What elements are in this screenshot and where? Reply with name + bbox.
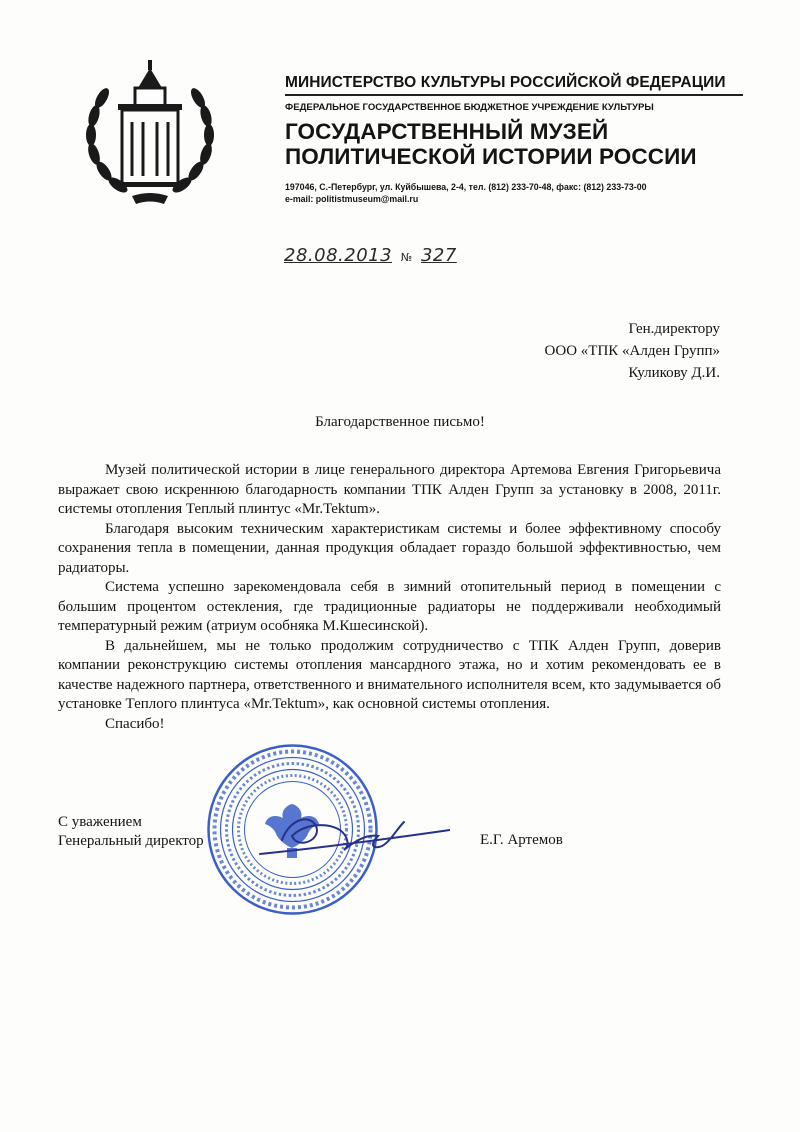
document-reference	[284, 245, 457, 266]
recipient-block	[545, 318, 720, 384]
paragraph: Благодаря высоким техническим характеристикам системы и более эффективному способу сохранения тепла в помещении, данная продукция обладает гораздо большой эффективностью, чем радиаторы.	[58, 520, 721, 576]
recipient-position: Ген.директору	[628, 321, 720, 337]
closing-regards: С уважением	[58, 814, 142, 830]
museum-address: 197046, С.-Петербург, ул. Куйбышева, 2-4, тел. (812) 233-70-48, факс: (812) 233-73-00	[285, 182, 647, 192]
museum-emblem-icon	[80, 58, 220, 208]
document-number: 327	[420, 245, 457, 266]
recipient-name: Куликову Д.И.	[628, 365, 720, 381]
recipient-company: ООО «ТПК «Алден Групп»	[544, 343, 720, 359]
paragraph: Музей политической истории в лице генерального директора Артемова Евгения Григорьевича выражает свою искреннюю благодарность компании ТПК Алден Групп за установку в 2008, 2011г. системы отопления Теплый плинтус «Mr.Tektum».	[58, 462, 721, 517]
letter-title: Благодарственное письмо!	[315, 414, 485, 430]
museum-name-line2: ПОЛИТИЧЕСКОЙ ИСТОРИИ РОССИИ	[285, 144, 697, 169]
signer-name: Е.Г. Артемов	[480, 832, 563, 848]
closing-block	[58, 813, 204, 851]
museum-name-line1: ГОСУДАРСТВЕННЫЙ МУЗЕЙ	[285, 119, 609, 144]
ministry-name: МИНИСТЕРСТВО КУЛЬТУРЫ РОССИЙСКОЙ ФЕДЕРАЦИИ	[285, 74, 726, 91]
paragraph: Спасибо!	[105, 715, 165, 732]
letterhead	[285, 74, 755, 205]
signature-icon	[200, 800, 450, 870]
number-sign: №	[400, 251, 413, 264]
museum-email: e-mail: politistmuseum@mail.ru	[285, 194, 419, 204]
signer-position: Генеральный директор	[58, 833, 204, 849]
document-date: 28.08.2013	[284, 245, 393, 266]
institution-type: ФЕДЕРАЛЬНОЕ ГОСУДАРСТВЕННОЕ БЮДЖЕТНОЕ УЧРЕЖДЕНИЕ КУЛЬТУРЫ	[285, 102, 654, 113]
paragraph: Система успешно зарекомендовала себя в зимний отопительный период в помещении с большим процентом остекления, где традиционные радиаторы не поддерживали необходимый температурный режим (атриум особняка М.Кшесинской).	[58, 579, 721, 634]
paragraph: В дальнейшем, мы не только продолжим сотрудничество с ТПК Алден Групп, доверив компании реконструкцию системы отопления мансардного этажа, но и хотим рекомендовать ее в качестве надежного партнера, ответственного и внимательного исполнителя всем, кто задумывается об установке Теплого плинтуса «Mr.Tektum», как основной системы отопления.	[58, 637, 721, 712]
letter-body	[58, 461, 721, 734]
header-divider	[285, 94, 743, 96]
